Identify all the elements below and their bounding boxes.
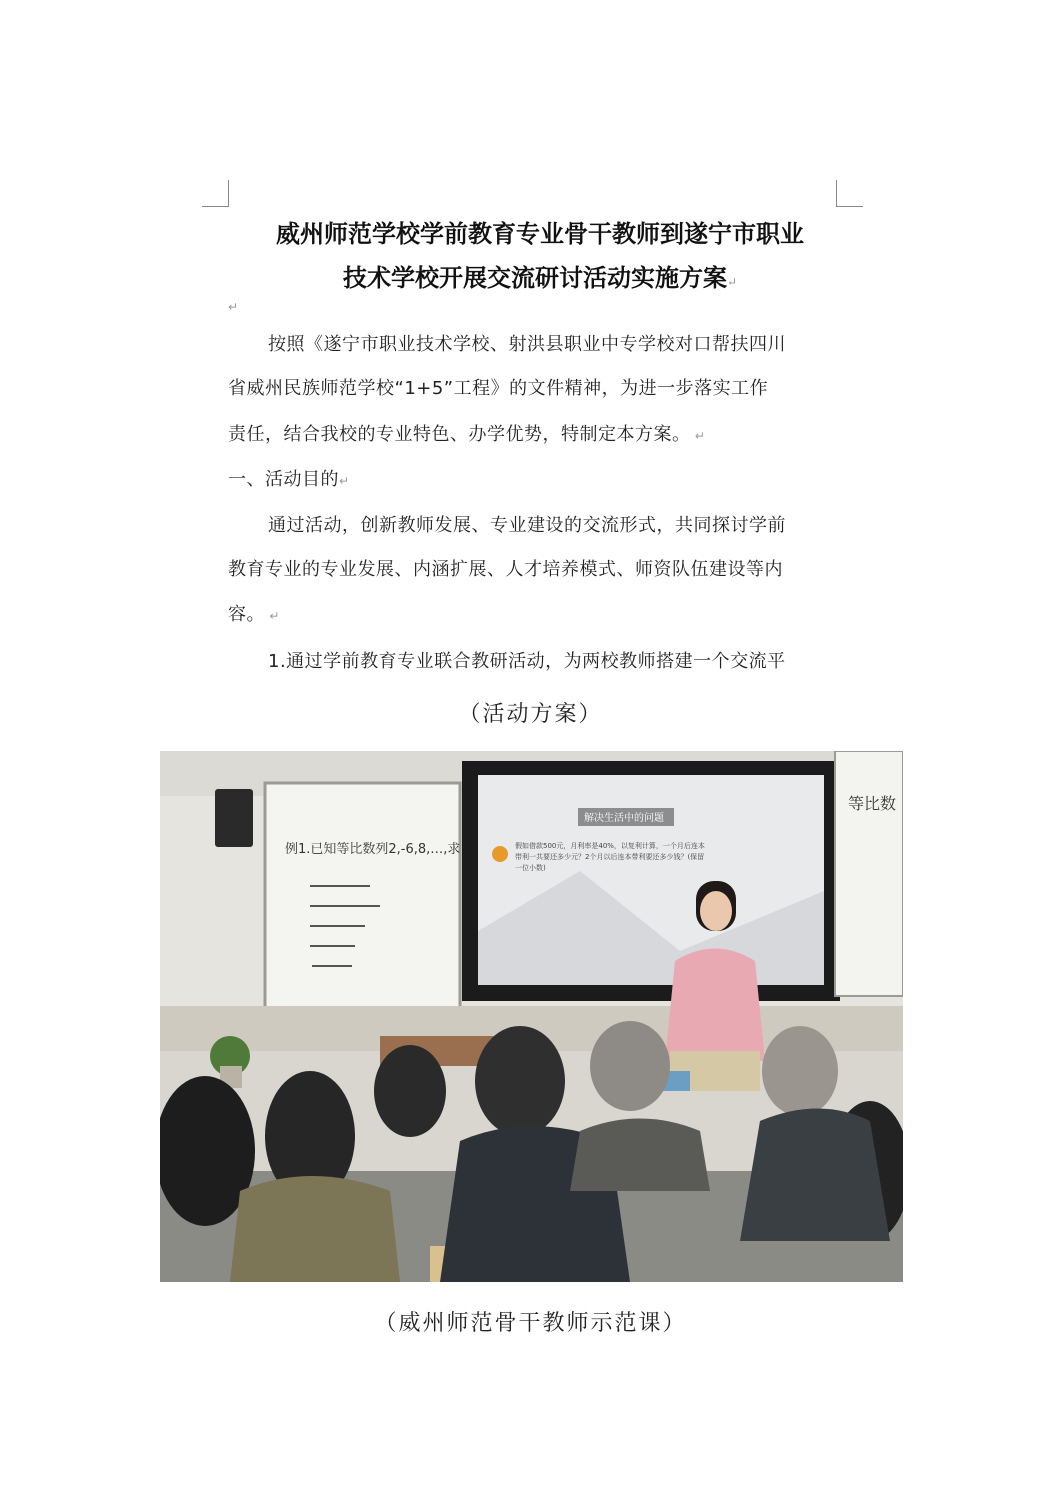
caption-activity-plan: （活动方案） bbox=[458, 702, 603, 727]
bullet-icon bbox=[492, 846, 508, 862]
document-line: 容。 ↵ bbox=[228, 604, 280, 625]
section-heading: 一、活动目的↵ bbox=[228, 469, 350, 490]
document-line: 省威州民族师范学校“1+5”工程》的文件精神，为进一步落实工作 bbox=[228, 378, 769, 399]
document-title-line-2: 技术学校开展交流研讨活动实施方案↵ bbox=[342, 263, 738, 292]
student bbox=[475, 1026, 565, 1136]
student bbox=[590, 1021, 670, 1111]
whiteboard-text: 例1.已知等比数列2,-6,8,…,求 bbox=[285, 842, 461, 857]
caption-demonstration-class: （威州师范骨干教师示范课） bbox=[374, 1311, 687, 1336]
page-corner-mark bbox=[202, 180, 229, 207]
page-corner-mark bbox=[836, 180, 863, 207]
screen-text: 一位小数) bbox=[515, 864, 546, 872]
student bbox=[762, 1026, 838, 1116]
document-title-line-1: 威州师范学校学前教育专业骨干教师到遂宁市职业 bbox=[276, 219, 804, 248]
whiteboard bbox=[265, 783, 460, 1013]
document-line: 按照《遂宁市职业技术学校、射洪县职业中专学校对口帮扶四川 bbox=[268, 334, 786, 355]
screen-text: 假如借款500元，月利率是40%，以复利计算，一个月后连本 bbox=[515, 842, 705, 850]
paragraph-mark-icon: ↵ bbox=[228, 300, 239, 314]
document-line: 责任，结合我校的专业特色、办学优势，特制定本方案。 ↵ bbox=[228, 424, 706, 445]
side-board-text: 等比数 bbox=[848, 794, 897, 813]
classroom-photo bbox=[160, 751, 903, 1282]
student bbox=[374, 1045, 446, 1137]
screen-title: 解决生活中的问题 bbox=[584, 813, 664, 824]
document-line: 1.通过学前教育专业联合教研活动，为两校教师搭建一个交流平 bbox=[268, 651, 786, 672]
document-screenshot bbox=[160, 150, 905, 690]
document-line: 教育专业的专业发展、内涵扩展、人才培养模式、师资队伍建设等内 bbox=[228, 559, 783, 580]
screen-text: 带利一共要还多少元？2个月以后连本带利要还多少钱？(保留 bbox=[515, 853, 705, 861]
speaker-icon bbox=[215, 789, 253, 847]
document-line: 通过活动，创新教师发展、专业建设的交流形式，共同探讨学前 bbox=[268, 515, 786, 536]
teacher bbox=[700, 891, 732, 931]
